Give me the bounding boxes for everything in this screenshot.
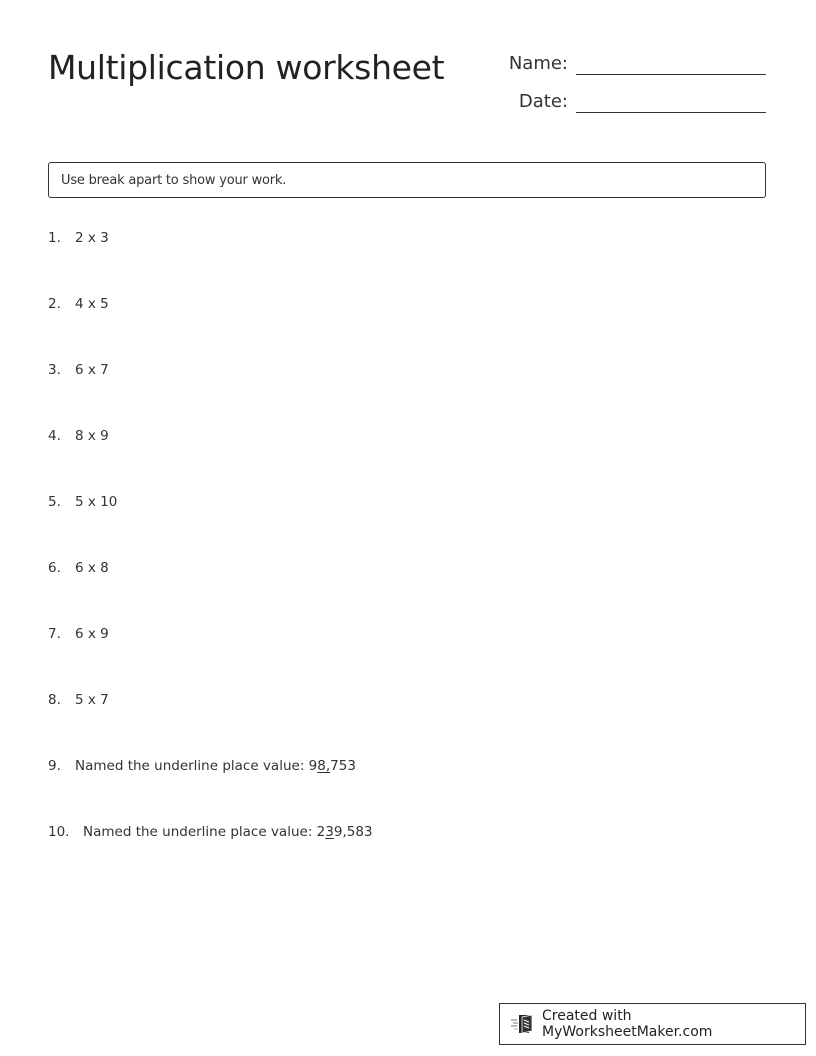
question-text: 5 x 10 [75, 494, 118, 510]
question-number: 8. [48, 692, 61, 708]
question-4 [48, 427, 109, 445]
question-number: 4. [48, 428, 61, 444]
instructions-box: Use break apart to show your work. [48, 162, 766, 198]
question-text: 5 x 7 [75, 692, 109, 708]
question-text-suffix: 9,583 [333, 824, 373, 840]
created-with-badge[interactable] [499, 1003, 806, 1045]
question-text-suffix: 753 [330, 758, 356, 774]
question-text-prefix: Named the underline place value: 2 [83, 824, 326, 840]
date-label: Date: [518, 91, 568, 112]
question-9 [48, 757, 356, 775]
question-text [83, 823, 373, 841]
worksheet-maker-logo-icon [510, 1013, 536, 1035]
date-input-line[interactable] [576, 92, 766, 113]
question-text: 6 x 7 [75, 362, 109, 378]
created-with-text: Created with MyWorksheetMaker.com [542, 1008, 713, 1040]
question-5 [48, 493, 117, 511]
question-number: 5. [48, 494, 61, 510]
question-number: 6. [48, 560, 61, 576]
question-3 [48, 361, 109, 379]
question-number: 3. [48, 362, 61, 378]
question-2 [48, 295, 109, 313]
question-8 [48, 691, 109, 709]
date-field [498, 91, 766, 113]
name-label: Name: [508, 53, 568, 74]
question-text-prefix: Named the underline place value: 9 [75, 758, 318, 774]
name-input-line[interactable] [576, 54, 766, 75]
question-7 [48, 625, 109, 643]
question-number: 7. [48, 626, 61, 642]
question-10 [48, 823, 373, 841]
question-6 [48, 559, 109, 577]
question-text: 6 x 9 [75, 626, 109, 642]
underlined-digit: 3 [325, 824, 334, 840]
question-text [75, 757, 356, 775]
page-title: Multiplication worksheet [48, 48, 445, 87]
question-text: 8 x 9 [75, 428, 109, 444]
question-number: 2. [48, 296, 61, 312]
question-text: 6 x 8 [75, 560, 109, 576]
name-field [498, 53, 766, 75]
question-number: 10. [48, 824, 70, 840]
question-text: 4 x 5 [75, 296, 109, 312]
question-text: 2 x 3 [75, 230, 109, 246]
question-number: 1. [48, 230, 61, 246]
question-number: 9. [48, 758, 61, 774]
question-1 [48, 229, 109, 247]
underlined-digit: 8, [317, 758, 331, 774]
